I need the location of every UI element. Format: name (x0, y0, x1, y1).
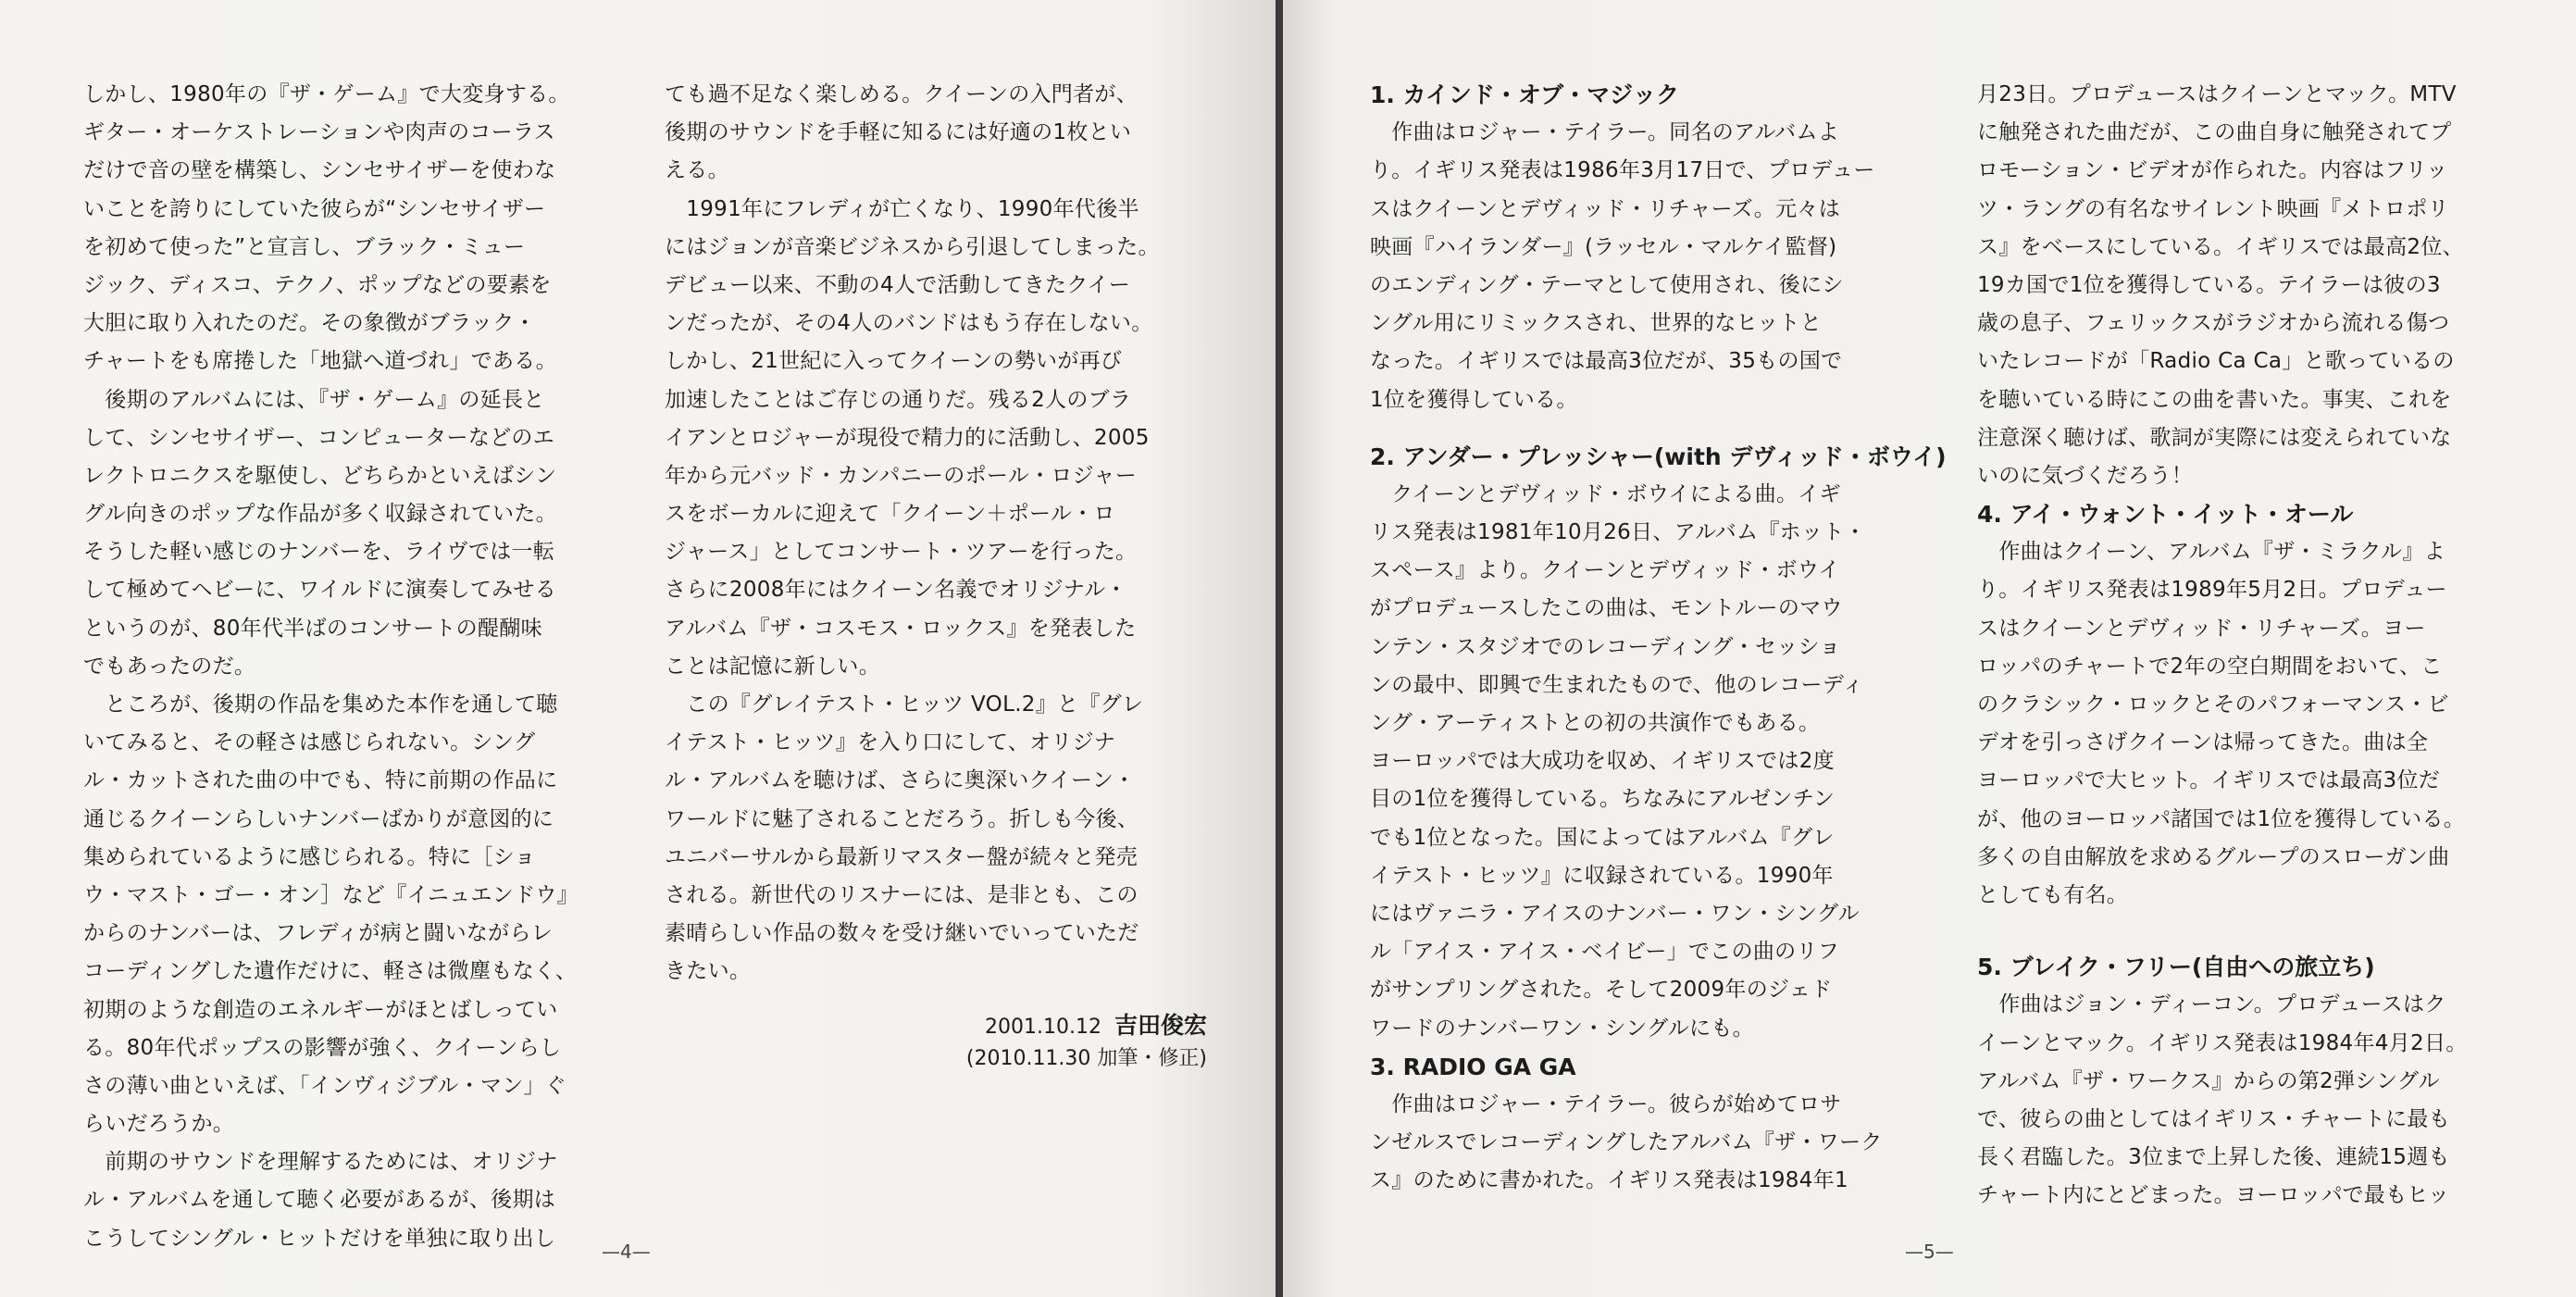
song-heading: 1. カインド・オブ・マジック (1370, 81, 1680, 108)
text-line: いことを誇りにしていた彼らが“シンセサイザー (83, 196, 546, 221)
song-heading: 2. アンダー・プレッシャー(with デヴィッド・ボウイ) (1370, 443, 1947, 470)
text-line: がサンプリングされた。そして2009年のジェド (1370, 978, 1833, 1003)
text-line: 作曲はロジャー・テイラー。彼らが始めてロサ (1370, 1091, 1842, 1116)
text-line: を初めて使った”と宣言し、ブラック・ミュー (83, 234, 526, 259)
text-line: チャート内にとどまった。ヨーロッパで最もヒッ (1977, 1183, 2450, 1208)
text-line: で、彼らの曲としてはイギリス・チャートに最も (1977, 1106, 2450, 1131)
text-line: しかし、21世紀に入ってクイーンの勢いが再び (665, 349, 1123, 374)
text-line: 後期のアルバムには、『ザ・ゲーム』の延長と (83, 387, 545, 412)
page-number-left: —4— (602, 1241, 651, 1263)
signature-line (833, 1009, 1207, 1042)
song-heading: 3. RADIO GA GA (1370, 1053, 1576, 1080)
text-line: さの薄い曲といえば、「インヴィジブル・マン」ぐ (83, 1073, 567, 1098)
text-line: 作曲はクイーン、アルバム『ザ・ミラクル』よ (1977, 540, 2445, 565)
text-line: ンゼルスでレコーディングしたアルバム『ザ・ワーク (1370, 1130, 1883, 1155)
text-line: 後期のサウンドを手軽に知るには好適の1枚とい (665, 120, 1132, 145)
signature-author: 吉田俊宏 (1114, 1012, 1207, 1039)
text-line: ングル用にリミックスされ、世界的なヒットと (1370, 311, 1823, 336)
text-line: この『グレイテスト・ヒッツ VOL.2』と『グレ (665, 692, 1144, 717)
text-line: ワールドに魅了されることだろう。折しも今後、 (665, 806, 1139, 831)
text-line: 作曲はジョン・ディーコン。プロデュースはク (1977, 992, 2446, 1017)
text-line: える。 (665, 158, 729, 183)
text-line: クイーンとデヴィッド・ボウイによる曲。イギ (1370, 481, 1841, 506)
spacer (1977, 915, 2468, 948)
text-line: 多くの自由解放を求めるグループのスローガン曲 (1977, 844, 2450, 869)
text-line: ところが、後期の作品を集めた本作を通して聴 (83, 692, 558, 717)
text-line: して極めてヘビーに、ワイルドに演奏してみせる (83, 578, 556, 603)
text-line: 映画『ハイランダー』(ラッセル・マルケイ監督) (1370, 234, 1837, 259)
text-line: される。新世代のリスナーには、是非とも、この (665, 882, 1139, 907)
text-line: に触発された曲だが、この曲自身に触発されてプ (1977, 120, 2452, 145)
text-line: 長く君臨した。3位まで上昇した後、連続15週も (1977, 1145, 2450, 1170)
text-line: ル・アルバムを通して聴く必要があるが、後期は (83, 1188, 556, 1213)
text-line: いてみると、その軽さは感じられない。シング (83, 730, 536, 755)
left-column-1 (83, 76, 579, 1258)
text-line: イアンとロジャーが現役で精力的に活動し、2005 (665, 425, 1150, 450)
text-line: なった。イギリスでは最高3位だが、35もの国で (1370, 349, 1843, 374)
text-line: 注意深く聴けば、歌詞が実際には変えられていな (1977, 425, 2452, 450)
text-line: ジック、ディスコ、テクノ、ポップなどの要素を (83, 272, 552, 297)
text-line: ジャース」としてコンサート・ツアーを行った。 (665, 540, 1138, 565)
signature-note: (2010.11.30 加筆・修正) (965, 1047, 1207, 1070)
text-line: いたレコードが「Radio Ca Ca」と歌っているの (1977, 349, 2455, 374)
text-line: 前期のサウンドを理解するためには、オリジナ (83, 1150, 558, 1175)
text-line: グル向きのポップな作品が多く収録されていた。 (83, 502, 557, 527)
text-line: ロモーション・ビデオが作られた。内容はフリッ (1977, 158, 2448, 183)
song-heading: 4. アイ・ウォント・イット・オール (1977, 501, 2354, 529)
text-line: 1位を獲得している。 (1370, 387, 1578, 412)
text-line: アルバム『ザ・ワークス』からの第2弾シングル (1977, 1068, 2440, 1093)
page-number-right: —5— (1905, 1241, 1954, 1263)
song-heading: 5. ブレイク・フリー(自由への旅立ち) (1977, 954, 2375, 981)
right-column-2 (1977, 76, 2468, 1215)
text-line: 初期のような創造のエネルギーがほとばしってい (83, 997, 558, 1022)
text-line: ワードのナンバーワン・シングルにも。 (1370, 1016, 1754, 1041)
right-page (1283, 0, 2576, 1297)
text-line: スをボーカルに迎えて「クイーン＋ポール・ロ (665, 502, 1115, 527)
right-column-1 (1370, 76, 1947, 1200)
text-line: 素晴らしい作品の数々を受け継いでいっていただ (665, 921, 1139, 946)
text-line: ことは記憶に新しい。 (665, 654, 880, 679)
spacer (1370, 419, 1947, 438)
signature-date: 2001.10.12 (985, 1016, 1101, 1039)
text-line: ウ・マスト・ゴー・オン］など『イニュエンドウ』 (83, 882, 579, 907)
text-line: アルバム『ザ・コスモス・ロックス』を発表した (665, 616, 1137, 641)
text-line: チャートをも席捲した「地獄へ道づれ」である。 (83, 349, 557, 374)
text-line: コーディングした遺作だけに、軽さは微塵もなく、 (83, 959, 578, 984)
text-line: 加速したことはご存じの通りだ。残る2人のブラ (665, 387, 1132, 412)
text-line: ロッパのチャートで2年の空白期間をおいて、こ (1977, 654, 2443, 679)
text-line: スペース』より。クイーンとデヴィッド・ボウイ (1370, 558, 1840, 583)
text-line: る。80年代ポップスの影響が強く、クイーンらし (83, 1035, 562, 1060)
text-line: ス』のために書かれた。イギリス発表は1984年1 (1370, 1168, 1848, 1193)
text-line: らいだろうか。 (83, 1112, 235, 1137)
text-line: きたい。 (665, 959, 752, 984)
text-line: ヨーロッパでは大成功を収め、イギリスでは2度 (1370, 749, 1835, 774)
text-line: 大胆に取り入れたのだ。その象徴がブラック・ (83, 311, 536, 336)
text-line: だけで音の壁を構築し、シンセサイザーを使わな (83, 158, 556, 183)
text-line: スはクイーンとデヴィッド・リチャーズ。ヨー (1977, 616, 2426, 641)
text-line: して、シンセサイザー、コンピューターなどのエ (83, 425, 555, 450)
text-line: 月23日。プロデュースはクイーンとマック。MTV (1977, 82, 2457, 106)
text-line: 1991年にフレディが亡くなり、1990年代後半 (665, 196, 1139, 221)
text-line: 歳の息子、フェリックスがラジオから流れる傷つ (1977, 311, 2450, 336)
text-line: そうした軽い感じのナンバーを、ライヴでは一転 (83, 540, 555, 565)
text-line: イテスト・ヒッツ』を入り口にして、オリジナ (665, 730, 1116, 755)
text-line: が、他のヨーロッパ諸国では1位を獲得している。 (1977, 806, 2466, 831)
left-column-2 (665, 76, 1160, 991)
text-line: り。イギリス発表は1989年5月2日。プロデュー (1977, 578, 2447, 603)
text-line: でもあったのだ。 (83, 654, 256, 679)
text-line: のクラシック・ロックとそのパフォーマンス・ビ (1977, 692, 2449, 717)
text-line: さらに2008年にはクイーン名義でオリジナル・ (665, 578, 1127, 603)
text-line: イテスト・ヒッツ』に収録されている。1990年 (1370, 863, 1834, 888)
text-line: デオを引っさげクイーンは帰ってきた。曲は全 (1977, 730, 2429, 755)
text-line: り。イギリス発表は1986年3月17日で、プロデュー (1370, 158, 1875, 183)
text-line: 作曲はロジャー・テイラー。同名のアルバムよ (1370, 120, 1840, 145)
text-line: ギター・オーケストレーションや肉声のコーラス (83, 120, 555, 145)
text-line: イーンとマック。イギリス発表は1984年4月2日。 (1977, 1030, 2468, 1055)
text-line: ル・カットされた曲の中でも、特に前期の作品に (83, 768, 558, 793)
text-line: ル「アイス・アイス・ベイビー」でこの曲のリフ (1370, 940, 1840, 965)
text-line: としても有名。 (1977, 882, 2129, 907)
text-line: ンだったが、その4人のバンドはもう存在しない。 (665, 311, 1153, 336)
left-page (0, 0, 1276, 1297)
text-line: 年から元バッド・カンパニーのポール・ロジャー (665, 463, 1138, 488)
text-line: ツ・ラングの有名なサイレント映画『メトロポリ (1977, 196, 2449, 221)
text-line: ユニバーサルから最新リマスター盤が続々と発売 (665, 844, 1138, 869)
text-line: 集められているように感じられる。特に［ショ (83, 844, 536, 869)
signature-block (833, 1009, 1207, 1076)
text-line: 19カ国で1位を獲得している。テイラーは彼の3 (1977, 272, 2441, 297)
text-line: というのが、80年代半ばのコンサートの醍醐味 (83, 616, 542, 641)
text-line: ス』をベースにしている。イギリスでは最高2位、 (1977, 234, 2464, 259)
text-line: リス発表は1981年10月26日、アルバム『ホット・ (1370, 520, 1866, 545)
text-line: ンの最中、即興で生まれたもので、他のレコーディ (1370, 672, 1864, 697)
text-line: ンテン・スタジオでのレコーディング・セッショ (1370, 634, 1841, 659)
text-line: ング・アーティストとの初の共演作でもある。 (1370, 711, 1821, 735)
text-line: いのに気づくだろう！ (1977, 463, 2193, 488)
text-line: ても過不足なく楽しめる。クイーンの入門者が、 (665, 82, 1138, 106)
text-line: レクトロニクスを駆使し、どちらかといえばシン (83, 463, 557, 488)
text-line: でも1位となった。国によってはアルバム『グレ (1370, 825, 1835, 850)
text-line: からのナンバーは、フレディが病と闘いながらレ (83, 921, 554, 946)
text-line: がプロデュースしたこの曲は、モントルーのマウ (1370, 596, 1843, 621)
text-line: 目の1位を獲得している。ちなみにアルゼンチン (1370, 787, 1836, 812)
text-line: にはジョンが音楽ビジネスから引退してしまった。 (665, 234, 1160, 259)
text-line: こうしてシングル・ヒットだけを単独に取り出し (83, 1226, 556, 1251)
text-line: デビュー以来、不動の4人で活動してきたクイー (665, 272, 1131, 297)
text-line: 通じるクイーンらしいナンバーばかりが意図的に (83, 806, 554, 831)
text-line: にはヴァニラ・アイスのナンバー・ワン・シングル (1370, 901, 1860, 926)
text-line: ル・アルバムを聴けば、さらに奥深いクイーン・ (665, 768, 1136, 793)
text-line: ヨーロッパで大ヒット。イギリスでは最高3位だ (1977, 768, 2441, 793)
text-line: スはクイーンとデヴィッド・リチャーズ。元々は (1370, 196, 1840, 221)
text-line: のエンディング・テーマとして使用され、後にシ (1370, 272, 1844, 297)
text-line: を聴いている時にこの曲を書いた。事実、これを (1977, 387, 2452, 412)
text-line: しかし、1980年の『ザ・ゲーム』で大変身する。 (83, 82, 570, 106)
